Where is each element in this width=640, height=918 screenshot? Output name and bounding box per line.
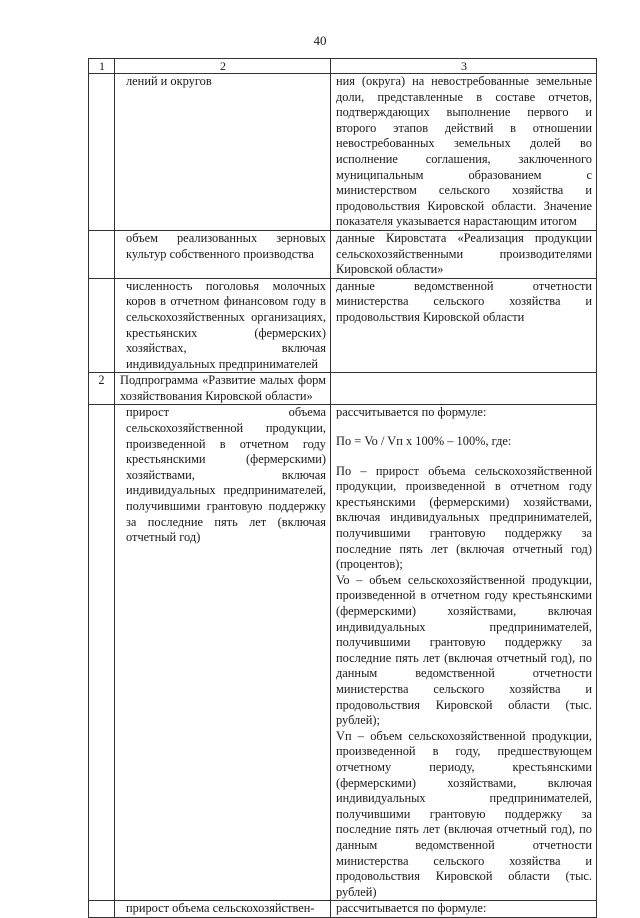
table-row — [89, 230, 597, 278]
row-number: 2 — [89, 373, 115, 405]
method-cell: данные Кировстата «Реализация продукции сельскохозяйственными производителями Кировской области» — [331, 230, 597, 278]
row-number — [89, 405, 115, 901]
indicators-table — [88, 58, 597, 918]
indicator-cell: лений и округов — [115, 74, 331, 231]
formula: По = Vo / Vп x 100% – 100%, где: — [336, 434, 512, 449]
table-row — [89, 74, 597, 231]
table-row-subprogram — [89, 373, 597, 405]
header-col-3: 3 — [331, 59, 597, 74]
subprogram-title: Подпрограмма «Развитие малых форм хозяйствования Кировской области» — [115, 373, 331, 405]
method-intro: рассчитывается по формуле: — [336, 405, 487, 420]
method-cell — [331, 405, 597, 901]
row-number — [89, 74, 115, 231]
row-number — [89, 278, 115, 373]
method-cell: рассчитывается по формуле: — [331, 901, 597, 918]
method-cell — [331, 373, 597, 405]
definition-vo: Vo – объем сельскохозяйственной продукции, произведенной в отчетном году крестьянскими (фермерскими) хозяйствами, включая индивидуальных предпринимателей, получившими грантовую поддержку за последние пять лет (включая отчетный год), по данным ведомственной отчетности министерства сельского хозяйства и продовольствия Кировской области (тыс. рублей); — [336, 572, 592, 728]
indicator-cell: объем реализованных зерновых культур собственного производства — [115, 230, 331, 278]
indicator-cell: численность поголовья молочных коров в отчетном финансовом году в сельскохозяйственных организациях, крестьянских (фермерских) хозяйствах, включая индивидуальных предпринимателей — [115, 278, 331, 373]
table-header-row — [89, 59, 597, 74]
header-col-1: 1 — [89, 59, 115, 74]
header-col-2: 2 — [115, 59, 331, 74]
method-cell: данные ведомственной отчетности министерства сельского хозяйства и продовольствия Кировской области — [331, 278, 597, 373]
table-row — [89, 278, 597, 373]
page-number: 40 — [313, 33, 327, 48]
row-number — [89, 230, 115, 278]
indicator-cell: прирост объема сельскохозяйственной продукции, произведенной в отчетном году крестьянскими (фермерскими) хозяйствами, включая индивидуальных предпринимателей, получившими грантовую поддержку за последние пять лет (включая отчетный год) — [115, 405, 331, 901]
method-cell: ния (округа) на невостребованные земельные доли, представленные в составе отчетов, подтверждающих выполнение первого и второго этапов действий в отношении невостребованных земельных долей во исполнение соглашения, заключенного муниципальным образованием с министерством сельского хозяйства и продовольствия Кировской области. Значение показателя указывается нарастающим итогом — [331, 74, 597, 231]
definition-po: По – прирост объема сельскохозяйственной продукции, произведенной в отчетном году крестьянскими (фермерскими) хозяйствами, включая индивидуальных предпринимателей, получившими грантовую поддержку за последние пять лет (включая отчетный год) (процентов); — [336, 463, 592, 572]
table-row — [89, 405, 597, 901]
definition-vp: Vп – объем сельскохозяйственной продукции, произведенной в году, предшествующем отчетному периоду, крестьянскими (фермерскими) хозяйствами, включая индивидуальных предпринимателей, получившими грантовую поддержку за последние пять лет (включая отчетный год), по данным ведомственной отчетности министерства сельского хозяйства и продовольствия Кировской области (тыс. рублей) — [336, 728, 592, 899]
indicator-cell: прирост объема сельскохозяйствен- — [115, 901, 331, 918]
table-row — [89, 901, 597, 918]
row-number — [89, 901, 115, 918]
